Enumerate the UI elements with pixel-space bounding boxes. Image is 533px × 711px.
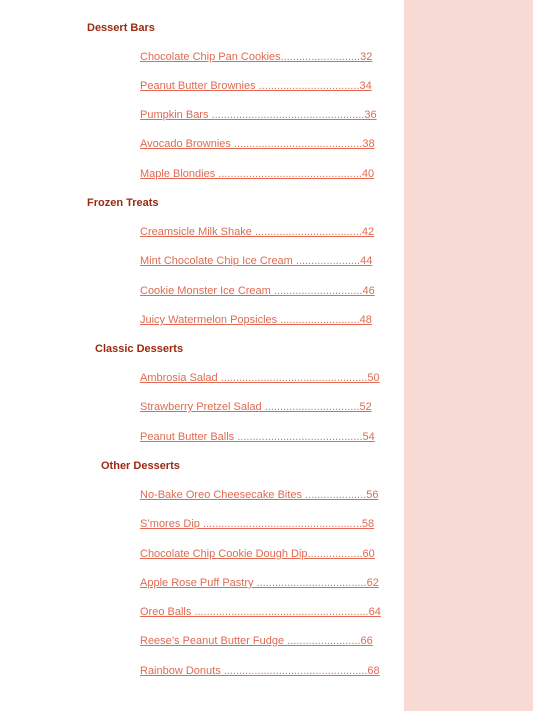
toc-entry-avocado-brownies[interactable]: Avocado Brownies ..........................................38 xyxy=(140,138,375,150)
toc-entry-rainbow-donuts[interactable]: Rainbow Donuts ...............................................68 xyxy=(140,665,380,677)
section-heading-classic-desserts: Classic Desserts xyxy=(95,343,184,355)
side-panel xyxy=(404,0,533,711)
section-heading-dessert-bars: Dessert Bars xyxy=(87,22,155,34)
toc-entry-peanut-butter-brownies[interactable]: Peanut Butter Brownies .................................34 xyxy=(140,80,372,92)
toc-entry-reeses-peanut-butter-fudge[interactable]: Reese’s Peanut Butter Fudge ........................66 xyxy=(140,635,373,647)
toc-entry-chocolate-chip-cookie-dough-dip[interactable]: Chocolate Chip Cookie Dough Dip..................60 xyxy=(140,548,375,560)
toc-entry-oreo-balls[interactable]: Oreo Balls .........................................................64 xyxy=(140,606,381,618)
toc-entry-maple-blondies[interactable]: Maple Blondies ...............................................40 xyxy=(140,168,375,180)
section-heading-frozen-treats: Frozen Treats xyxy=(87,197,159,209)
toc-entry-strawberry-pretzel-salad[interactable]: Strawberry Pretzel Salad ...............................52 xyxy=(140,401,372,413)
toc-entry-no-bake-oreo-cheesecake-bites[interactable]: No-Bake Oreo Cheesecake Bites ....................56 xyxy=(140,489,379,501)
toc-entry-ambrosia-salad[interactable]: Ambrosia Salad ................................................50 xyxy=(140,372,380,384)
toc-entry-smores-dip[interactable]: S’mores Dip ....................................................58 xyxy=(140,518,375,530)
toc-entry-chocolate-chip-pan-cookies[interactable]: Chocolate Chip Pan Cookies..........................32 xyxy=(140,51,373,63)
toc-entry-mint-chocolate-chip-ice-cream[interactable]: Mint Chocolate Chip Ice Cream .....................44 xyxy=(140,255,373,267)
toc-entry-apple-rose-puff-pastry[interactable]: Apple Rose Puff Pastry ....................................62 xyxy=(140,577,379,589)
toc-entry-pumpkin-bars[interactable]: Pumpkin Bars ..................................................36 xyxy=(140,109,377,121)
toc-entry-juicy-watermelon-popsicles[interactable]: Juicy Watermelon Popsicles ..........................48 xyxy=(140,314,372,326)
section-heading-other-desserts: Other Desserts xyxy=(101,460,180,472)
toc-entry-peanut-butter-balls[interactable]: Peanut Butter Balls .........................................54 xyxy=(140,431,375,443)
toc-entry-cookie-monster-ice-cream[interactable]: Cookie Monster Ice Cream .............................46 xyxy=(140,285,375,297)
toc-entry-creamsicle-milk-shake[interactable]: Creamsicle Milk Shake ...................................42 xyxy=(140,226,375,238)
